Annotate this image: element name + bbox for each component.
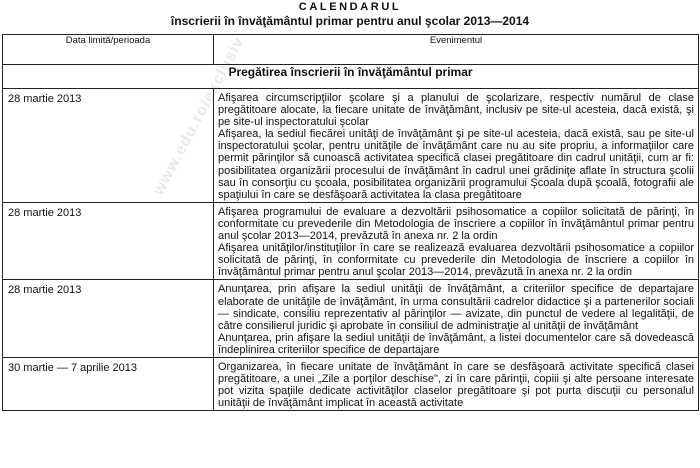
section-row [3, 65, 699, 89]
document-header [0, 0, 700, 29]
row-date: 28 martie 2013 [3, 89, 214, 203]
event-paragraph: Afişarea unităţilor/instituţiilor în care se realizează evaluarea dezvoltării psihosomatice a copiilor solicitată de părinţi, în conformitate cu prevederile din Metodologia de înscriere a copiilor în învăţământul primar pentru anul şcolar 2013—2014, prevăzută în anexa nr. 2 la ordin [218, 242, 694, 279]
row-event [214, 202, 699, 280]
column-header-date: Data limită/perioada [3, 35, 214, 65]
document-subtitle: înscrierii în învăţământul primar pentru anul şcolar 2013—2014 [170, 14, 530, 28]
event-paragraph: Afişarea programului de evaluare a dezvoltării psihosomatice a copiilor solicitată de părinţi, în conformitate cu prevederile din Metodologia de înscriere a copiilor în învăţământul primar pentru anul şcolar 2013—2014, prevăzută în anexa nr. 2 la ordin [218, 205, 694, 243]
event-paragraph: Anunţarea, prin afişare la sediul unităţii de învăţământ, a criteriilor specifice de departajare elaborate de unităţile de învăţământ, în urma consultării cadrelor didactice şi a partenerilor sociali — sindicate, consiliu reprezentativ al părinţilor — avizate, din punctul de vedere al legalităţii, de către consilierul juridic şi aprobate în consiliul de administraţie al unităţii de învăţământ [218, 283, 694, 332]
table-row [3, 89, 699, 203]
watermark: www.edu.ro/exclusiv [150, 33, 248, 198]
event-paragraph: Anunţarea, prin afişare la sediul unităţii de învăţământ, a listei documentelor care să dovedească îndeplinirea criteriilor specifice de departajare [218, 331, 694, 356]
row-event [214, 280, 699, 358]
row-event [214, 357, 699, 410]
document-title: CALENDARUL [298, 1, 402, 13]
section-title: Pregătirea înscrierii în învăţământul primar [3, 65, 699, 89]
row-date: 28 martie 2013 [3, 202, 214, 280]
calendar-table [2, 34, 699, 411]
table-row [3, 202, 699, 280]
table-row [3, 357, 699, 410]
row-date: 28 martie 2013 [3, 280, 214, 358]
event-paragraph: Afişarea, la sediul fiecărei unităţi de învăţământ şi pe site-ul acesteia, dacă există, sau pe site-ul inspectoratului şcolar, pentru unităţile de învăţământ care nu au site propriu, a informaţiilor care permit părinţilor să cunoască activitatea specifică clasei pregătitoare din cadrul unităţii, cum ar fi: posibilitatea organizării procesului de învăţământ în cadrul unei grădiniţe aflate în structura şcolii sau în consorţiu cu şcoala, posibilitatea organizării programului Şcoala după şcoală, fotografii ale spaţiului în care se desfăşoară activitatea la clasa pregătitoare [218, 128, 694, 201]
column-header-row [3, 35, 699, 65]
event-paragraph: Organizarea, în fiecare unitate de învăţământ în care se desfăşoară activitate specifică clasei pregătitoare, a unei „Zile a porţilor deschise", zi în care părinţii, copiii şi alte persoane interesate pot vizita spaţiile dedicate activităţilor claselor pregătitoare şi pot purta discuţii cu personalul unităţii de învăţământ implicat în această activitate [218, 360, 694, 410]
column-header-event: Evenimentul [214, 35, 699, 65]
row-event [214, 89, 699, 203]
event-paragraph: Afişarea circumscripţiilor şcolare şi a planului de şcolarizare, respectiv numărul de clase pregătitoare alocate, la fiecare unitate de învăţământ, inclusiv pe site-ul acesteia, dacă există, şi pe site-ul inspectoratului şcolar [218, 92, 694, 129]
table-row [3, 280, 699, 358]
row-date: 30 martie — 7 aprilie 2013 [3, 357, 214, 410]
